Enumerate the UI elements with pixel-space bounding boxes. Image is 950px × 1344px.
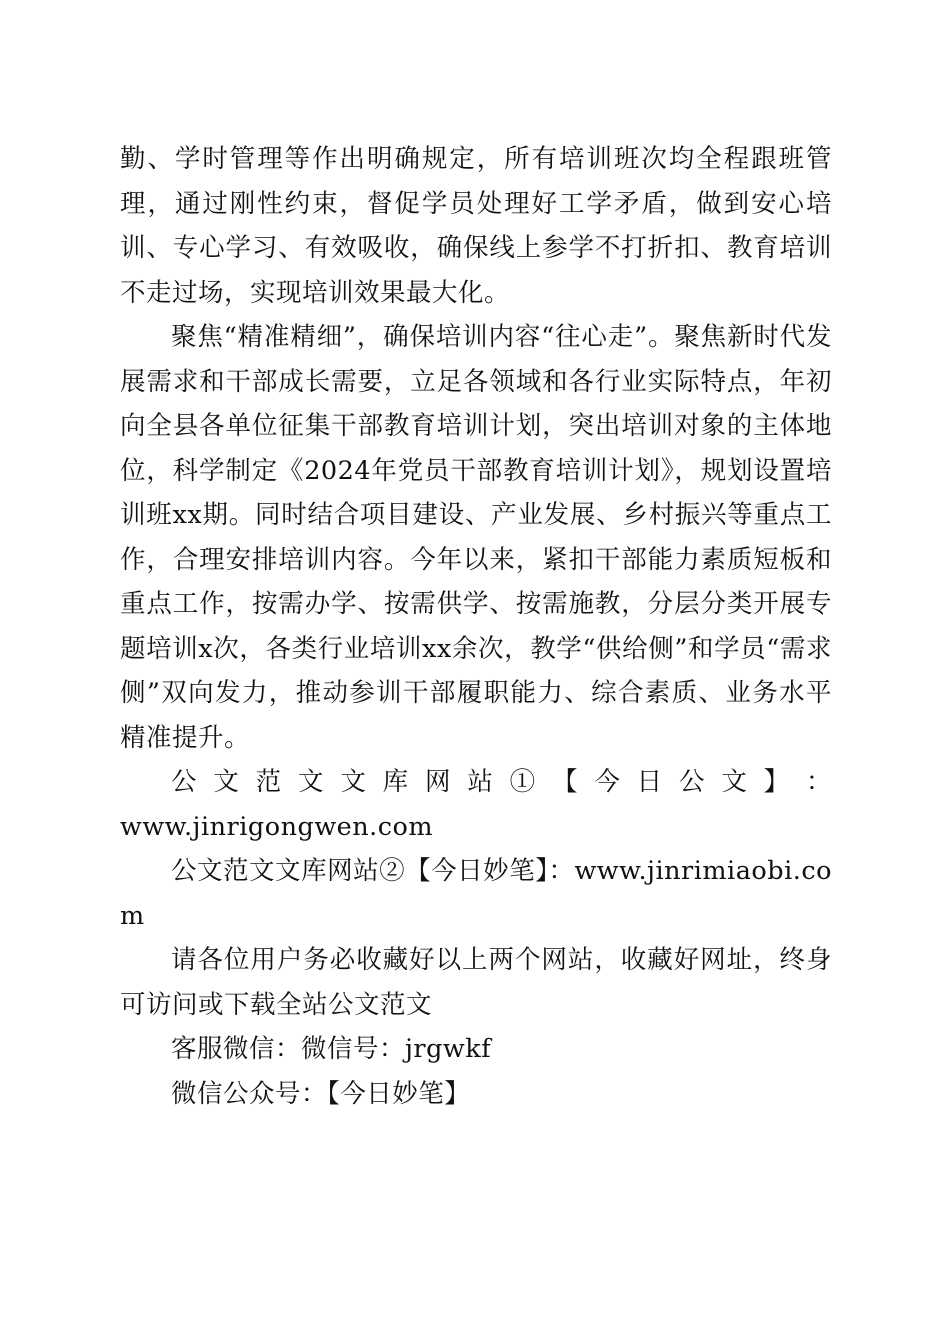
official-account: 微信公众号：【今日妙笔】 bbox=[171, 1078, 471, 1109]
bookmark-notice: 请各位用户务必收藏好以上两个网站，收藏好网址，终身可访问或下载全站公文范文 bbox=[120, 945, 832, 1020]
paragraph-precise-training: 聚焦“精准精细”，确保培训内容“往心走”。聚焦新时代发展需求和干部成长需要，立足各领域和各行业实际特点，年初向全县各单位征集干部教育培训计划，突出培训对象的主体地位，科学制定《2024年党员干部教育培训计划》，规划设置培训班xx期。同时结合项目建设、产业发展、乡村振兴等重点工作，合理安排培训内容。今年以来，紧扣干部能力素质短板和重点工作，按需办学、按需供学、按需施教，分层分类开展专题培训x次，各类行业培训xx余次，教学“供给侧”和学员“需求侧”双向发力，推动参训干部履职能力、综合素质、业务水平精准提升。 bbox=[120, 322, 832, 753]
document-page bbox=[120, 137, 832, 1116]
service-wechat: 客服微信：微信号：jrgwkf bbox=[171, 1034, 492, 1064]
site2-line: 公文范文文库网站②【今日妙笔】：www.jinrimiaobi.com bbox=[120, 856, 832, 931]
site1-url: www.jinrigongwen.com bbox=[120, 811, 434, 842]
paragraph-training-management: 勤、学时管理等作出明确规定，所有培训班次均全程跟班管理，通过刚性约束，督促学员处理好工学矛盾，做到安心培训、专心学习、有效吸收，确保线上参学不打折扣、教育培训不走过场，实现培训效果最大化。 bbox=[120, 144, 832, 308]
site1-label: 公 文 范 文 文 库 网 站 ① 【 今 日 公 文 】 ： bbox=[171, 767, 832, 797]
